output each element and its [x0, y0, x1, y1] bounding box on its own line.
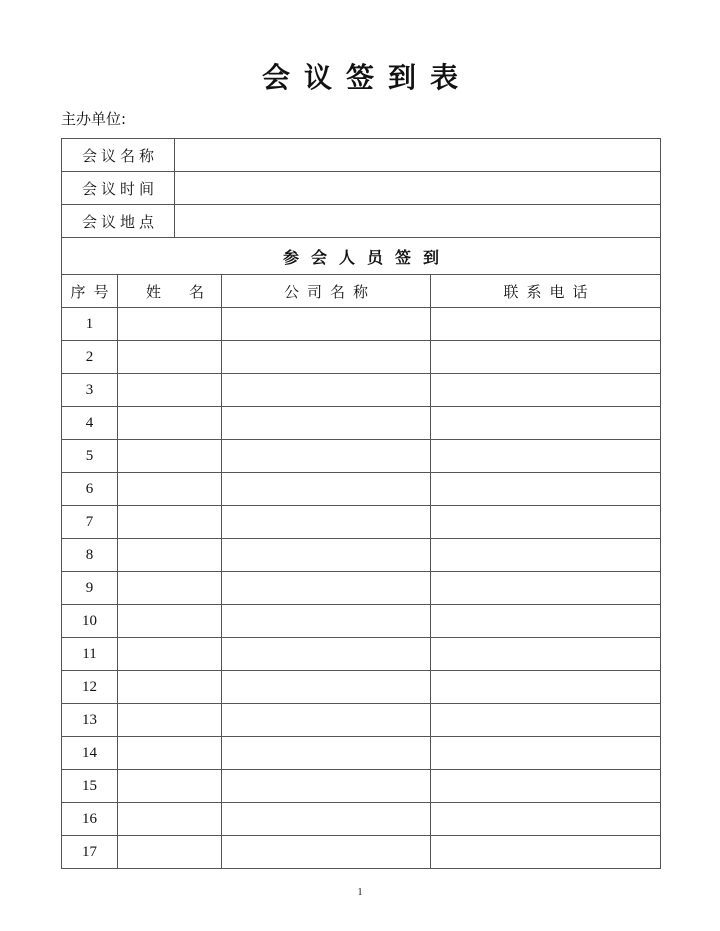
meeting-name-label: 会议名称 [62, 139, 175, 172]
attendee-name-cell[interactable] [118, 704, 222, 737]
table-row [62, 836, 661, 869]
table-row [62, 341, 661, 374]
column-header-company: 公司名称 [222, 275, 431, 308]
row-number: 7 [62, 506, 118, 539]
phone-cell[interactable] [431, 836, 661, 869]
meeting-location-row [62, 205, 661, 238]
company-name-cell[interactable] [222, 605, 431, 638]
phone-cell[interactable] [431, 341, 661, 374]
table-row [62, 704, 661, 737]
phone-cell[interactable] [431, 308, 661, 341]
phone-cell[interactable] [431, 440, 661, 473]
company-name-cell[interactable] [222, 308, 431, 341]
company-name-cell[interactable] [222, 671, 431, 704]
attendee-name-cell[interactable] [118, 770, 222, 803]
attendee-name-cell[interactable] [118, 341, 222, 374]
phone-cell[interactable] [431, 407, 661, 440]
attendee-name-cell[interactable] [118, 308, 222, 341]
company-name-cell[interactable] [222, 506, 431, 539]
row-number: 17 [62, 836, 118, 869]
attendee-name-cell[interactable] [118, 638, 222, 671]
company-name-cell[interactable] [222, 737, 431, 770]
attendee-name-cell[interactable] [118, 671, 222, 704]
company-name-cell[interactable] [222, 704, 431, 737]
column-header-row [62, 275, 661, 308]
meeting-location-field[interactable] [175, 205, 661, 238]
row-number: 13 [62, 704, 118, 737]
attendee-name-cell[interactable] [118, 440, 222, 473]
table-row [62, 539, 661, 572]
attendee-name-cell[interactable] [118, 737, 222, 770]
meeting-time-label: 会议时间 [62, 172, 175, 205]
table-row [62, 803, 661, 836]
attendee-name-cell[interactable] [118, 539, 222, 572]
table-row [62, 407, 661, 440]
company-name-cell[interactable] [222, 407, 431, 440]
row-number: 12 [62, 671, 118, 704]
company-name-cell[interactable] [222, 440, 431, 473]
row-number: 8 [62, 539, 118, 572]
company-name-cell[interactable] [222, 374, 431, 407]
phone-cell[interactable] [431, 539, 661, 572]
meeting-time-field[interactable] [175, 172, 661, 205]
phone-cell[interactable] [431, 803, 661, 836]
row-number: 16 [62, 803, 118, 836]
table-row [62, 605, 661, 638]
company-name-cell[interactable] [222, 803, 431, 836]
company-name-cell[interactable] [222, 572, 431, 605]
attendee-name-cell[interactable] [118, 572, 222, 605]
phone-cell[interactable] [431, 572, 661, 605]
page-title: 会议签到表 [261, 61, 472, 94]
row-number: 10 [62, 605, 118, 638]
row-number: 11 [62, 638, 118, 671]
table-row [62, 572, 661, 605]
row-number: 9 [62, 572, 118, 605]
company-name-cell[interactable] [222, 473, 431, 506]
phone-cell[interactable] [431, 638, 661, 671]
table-row [62, 638, 661, 671]
company-name-cell[interactable] [222, 539, 431, 572]
phone-cell[interactable] [431, 473, 661, 506]
attendee-name-cell[interactable] [118, 836, 222, 869]
company-name-cell[interactable] [222, 836, 431, 869]
column-header-number: 序号 [62, 275, 118, 308]
phone-cell[interactable] [431, 671, 661, 704]
table-row [62, 308, 661, 341]
row-number: 4 [62, 407, 118, 440]
table-row [62, 440, 661, 473]
table-row [62, 374, 661, 407]
row-number: 2 [62, 341, 118, 374]
attendee-name-cell[interactable] [118, 803, 222, 836]
company-name-cell[interactable] [222, 638, 431, 671]
phone-cell[interactable] [431, 704, 661, 737]
table-row [62, 506, 661, 539]
attendee-name-cell[interactable] [118, 605, 222, 638]
row-number: 1 [62, 308, 118, 341]
table-row [62, 671, 661, 704]
page-number: 1 [357, 887, 363, 898]
row-number: 5 [62, 440, 118, 473]
row-number: 15 [62, 770, 118, 803]
row-number: 3 [62, 374, 118, 407]
phone-cell[interactable] [431, 770, 661, 803]
sign-in-table [61, 138, 661, 869]
company-name-cell[interactable] [222, 341, 431, 374]
column-header-name: 姓名 [118, 275, 222, 308]
table-row [62, 770, 661, 803]
company-name-cell[interactable] [222, 770, 431, 803]
attendee-name-cell[interactable] [118, 506, 222, 539]
attendee-section-row [62, 238, 661, 275]
phone-cell[interactable] [431, 605, 661, 638]
phone-cell[interactable] [431, 374, 661, 407]
meeting-location-label: 会议地点 [62, 205, 175, 238]
row-number: 6 [62, 473, 118, 506]
column-header-phone: 联系电话 [431, 275, 661, 308]
attendee-name-cell[interactable] [118, 407, 222, 440]
table-row [62, 473, 661, 506]
attendee-name-cell[interactable] [118, 374, 222, 407]
meeting-name-field[interactable] [175, 139, 661, 172]
phone-cell[interactable] [431, 506, 661, 539]
meeting-time-row [62, 172, 661, 205]
table-row [62, 737, 661, 770]
attendee-name-cell[interactable] [118, 473, 222, 506]
organizer-label: 主办单位: [61, 110, 127, 128]
row-number: 14 [62, 737, 118, 770]
phone-cell[interactable] [431, 737, 661, 770]
attendee-section-title: 参会人员签到 [62, 238, 661, 275]
meeting-name-row [62, 139, 661, 172]
